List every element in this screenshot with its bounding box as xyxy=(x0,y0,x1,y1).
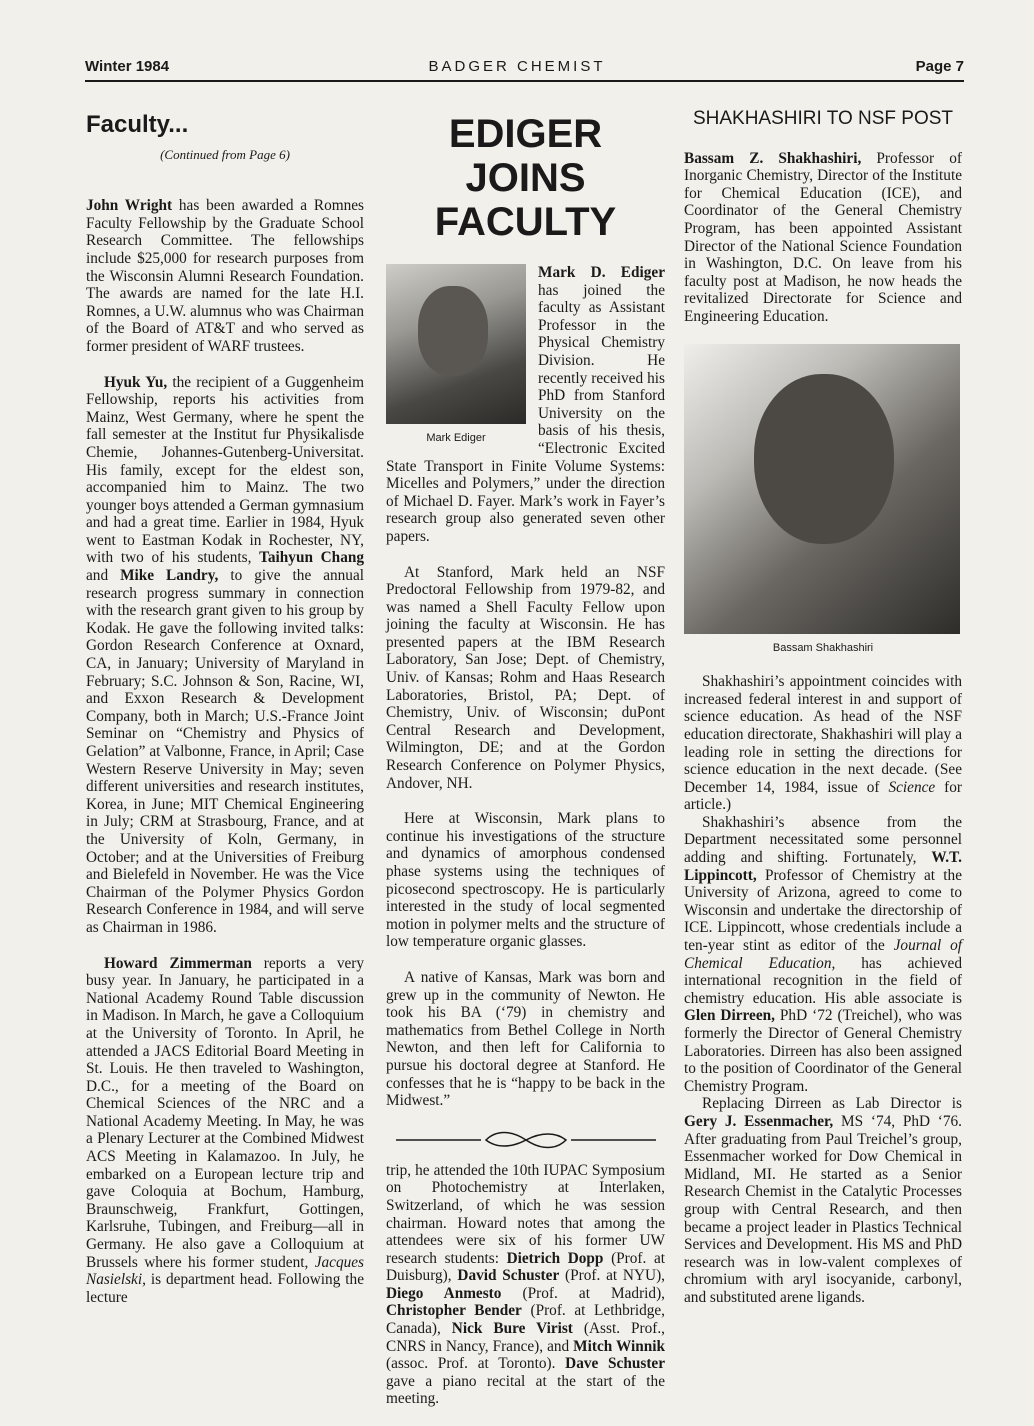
ediger-photo xyxy=(386,264,526,424)
ediger-column xyxy=(386,96,665,1426)
personnel-paragraph: Shakhashiri’s absence from the Department necessitated some personnel adding and shifting. Fortunately, W.T. Lippincott, Professor of Chemistry at the University of Arizona, agreed to come to Wisconsin and undertake the directorship of ICE. Lippincott, whose credentials include a ten-year stint as editor of the Journal of Chemical Education, has achieved international recognition in the field of chemistry education. His able associate is Glen Dirreen, PhD ‘72 (Treichel), who was formerly the Director of General Chemistry Laboratories. Dirreen has also been assigned to the position of Coordinator of the General Chemistry Program. xyxy=(684,813,962,1095)
publication-name: BADGER CHEMIST xyxy=(428,58,606,75)
wright-name: John Wright xyxy=(86,197,173,215)
page-number: Page 7 xyxy=(915,58,964,75)
essenmacher-paragraph: Replacing Dirreen as Lab Director is Gery J. Essenmacher, MS ‘74, PhD ‘76. After graduating from Paul Treichel’s group, Essenmacher worked for Dow Chemical in Midland, MI. He started as a Senior Research Chemist in the Catalytic Processes group with Central Research, and then became a project leader in Plastics Technical Services and Development. His MS and PhD research was in low-valent complexes of chromium with aryl isocyanide, carbonyl, and substituted arene ligands. xyxy=(684,1095,962,1306)
shakhashiri-photo xyxy=(684,344,960,634)
ediger-name: Mark D. Ediger xyxy=(538,264,665,281)
faculty-heading: Faculty... xyxy=(86,111,189,138)
shakhashiri-photo-caption: Bassam Shakhashiri xyxy=(772,641,874,654)
issue-date: Winter 1984 xyxy=(85,58,170,75)
yu-paragraph: Hyuk Yu, the recipient of a Guggenheim Fellowship, reports his activities from Mainz, West Germany, where he spent the fall semester at the Institut fur Physikalisde Chemie, Johannes-Gutenberg-Universitat. His family, except for the eldest son, accompanied him to Mainz. The two younger boys attended a German gymnasium and had a great time. Earlier in 1984, Hyuk went to Eastman Kodak in Rochester, NY, with two of his students, Taihyun Chang and Mike Landry, to give the annual research progress summary in connection with the research grant given to his group by Kodak. He gave the following invited talks: Gordon Research Conference at Oxnard, CA, in January; University of Maryland in February; S.C. Johnson & Son, Racine, WI, and Exxon Research & Development Company, both in March; U.S.-France Joint Seminar on “Chemistry and Physics of Gelation” at Valbonne, France, in April; Case Western Reserve University in May; seven different universities and research institutes, Korea, in June; MIT Chemical Engineering in July; CRM at Strasbourg, France, and at the University of Koln, Germany, in October; and at the Universities of Freiburg and Bielefeld in November. He was the Vice Chairman of the Polymer Physics Gordon Research Conference in 1984, and will serve as Chairman in 1986. xyxy=(86,373,364,936)
section-ornament xyxy=(386,1128,665,1152)
shakhashiri-column xyxy=(684,96,962,1307)
ediger-native-paragraph: A native of Kansas, Mark was born and grew up in the community of Newton. He took his BA (‘79) in chemistry and mathematics from Bethel College in North Newton, and then left for California to pursue his doctoral degree at Stanford. He confesses that he is “happy to be back in the Midwest.” xyxy=(386,968,665,1110)
header-rule xyxy=(85,80,964,82)
shakhashiri-headline: SHAKHASHIRI TO NSF POST xyxy=(692,108,954,129)
zimmerman-name: Howard Zimmerman xyxy=(104,954,252,972)
ediger-research-paragraph: Here at Wisconsin, Mark plans to continue his investigations of the structure and dynamics of amorphous condensed phase systems using the techniques of picosecond spectroscopy. He is particularly interested in the study of local segmented motion in polymer melts and the structure of low temperature organic glasses. xyxy=(386,810,665,951)
zimmerman-paragraph: Howard Zimmerman reports a very busy year. In January, he participated in a National Academy Round Table discussion in Madison. In March, he gave a Colloquium at the University of Toronto. In April, he attended a JACS Editorial Board Meeting in St. Louis. He then traveled to Washington, D.C., for a meeting of the Board on Chemical Sciences of the NRC and a National Academy Meeting. In May, he was a Plenary Lecturer at the Combined Midwest ACS Meeting in Kalamazoo. In July, he embarked on a European lecture trip and gave Coloquia at Bochum, Hamburg, Braunschweig, Frankfurt, Gottingen, Karlsruhe, Tubingen, and Freiburg—all in Germany. He also gave a Colloquium at Brussels where his former student, Jacques Nasielski, is department head. Following the lecture xyxy=(86,954,365,1306)
continued-note: (Continued from Page 6) xyxy=(160,146,290,162)
ediger-stanford-paragraph: At Stanford, Mark held an NSF Predoctoral Fellowship from 1979-82, and was named a Shell Faculty Fellow upon joining the faculty at Wisconsin. He has presented papers at the IBM Research Laboratory, San Jose; Dept. of Chemistry, Univ. of Kansas; Rohm and Haas Research Laboratories, Bristol, PA; Dept. of Chemistry, Univ. of Wisconsin; duPont Central Research and Development, Wilmington, DE; and at the Gordon Research Conference on Polymer Physics, Andover, NH. xyxy=(386,563,665,792)
ediger-headline: EDIGER JOINS FACULTY xyxy=(434,112,617,244)
faculty-column xyxy=(86,96,364,1324)
yu-name: Hyuk Yu, xyxy=(104,373,168,391)
appointment-paragraph: Shakhashiri’s appointment coincides with increased federal interest in and support of science education. As head of the NSF education directorate, Shakhashiri will play a leading role in setting the directions for science education in the next decade. (See December 14, 1984, issue of Science for article.) xyxy=(684,673,962,814)
portrait-face xyxy=(754,374,894,544)
shakhashiri-name: Bassam Z. Shakhashiri, xyxy=(684,149,862,167)
shakhashiri-intro-paragraph: Bassam Z. Shakhashiri, Professor of Inorganic Chemistry, Director of the Institute for Chemical Education (ICE), and Coordinator of the General Chemistry Program, has been appointed Assistant Director of the National Science Foundation in Washington, D.C. On leave from his faculty post at Madison, he now heads the revitalized Directorate for Science and Engineering Education. xyxy=(684,149,962,325)
ediger-photo-caption: Mark Ediger xyxy=(426,432,486,444)
zimmerman-continued-paragraph: trip, he attended the 10th IUPAC Symposium on Photochemistry at Interlaken, Switzerland, of which he was session chairman. Howard notes that among the attendees were six of his former UW research students: Dietrich Dopp (Prof. at Duisburg), David Schuster (Prof. at NYU), Diego Anmesto (Prof. at Madrid), Christopher Bender (Prof. at Lethbridge, Canada), Nick Bure Virist (Asst. Prof., CNRS in Nancy, France), and Mitch Winnik (assoc. Prof. at Toronto). Dave Schuster gave a piano recital at the start of the meeting. xyxy=(386,1161,666,1408)
portrait-face xyxy=(418,286,488,376)
ediger-intro-paragraph: Mark D. Ediger has joined the faculty as Assistant Professor in the Physical Chemistry Division. He recently received his PhD from Stanford University on the basis of his thesis, “Electronic Excited State Transport in Finite Volume Systems: Micelles and Polymers,” under the direction of Michael D. Fayer. Mark’s work in Fayer’s research group also generated seven other papers. xyxy=(386,264,665,545)
wright-paragraph: John Wright has been awarded a Romnes Faculty Fellowship by the Graduate School Research Committee. The fellowships include $25,000 for research purposes from the Wisconsin Alumni Research Foundation. The awards are named for the late H.I. Romnes, a U.W. alumnus who was Chairman of the Board of AT&T and who served as former president of WARF trustees. xyxy=(86,197,365,355)
flourish-icon xyxy=(396,1128,656,1152)
